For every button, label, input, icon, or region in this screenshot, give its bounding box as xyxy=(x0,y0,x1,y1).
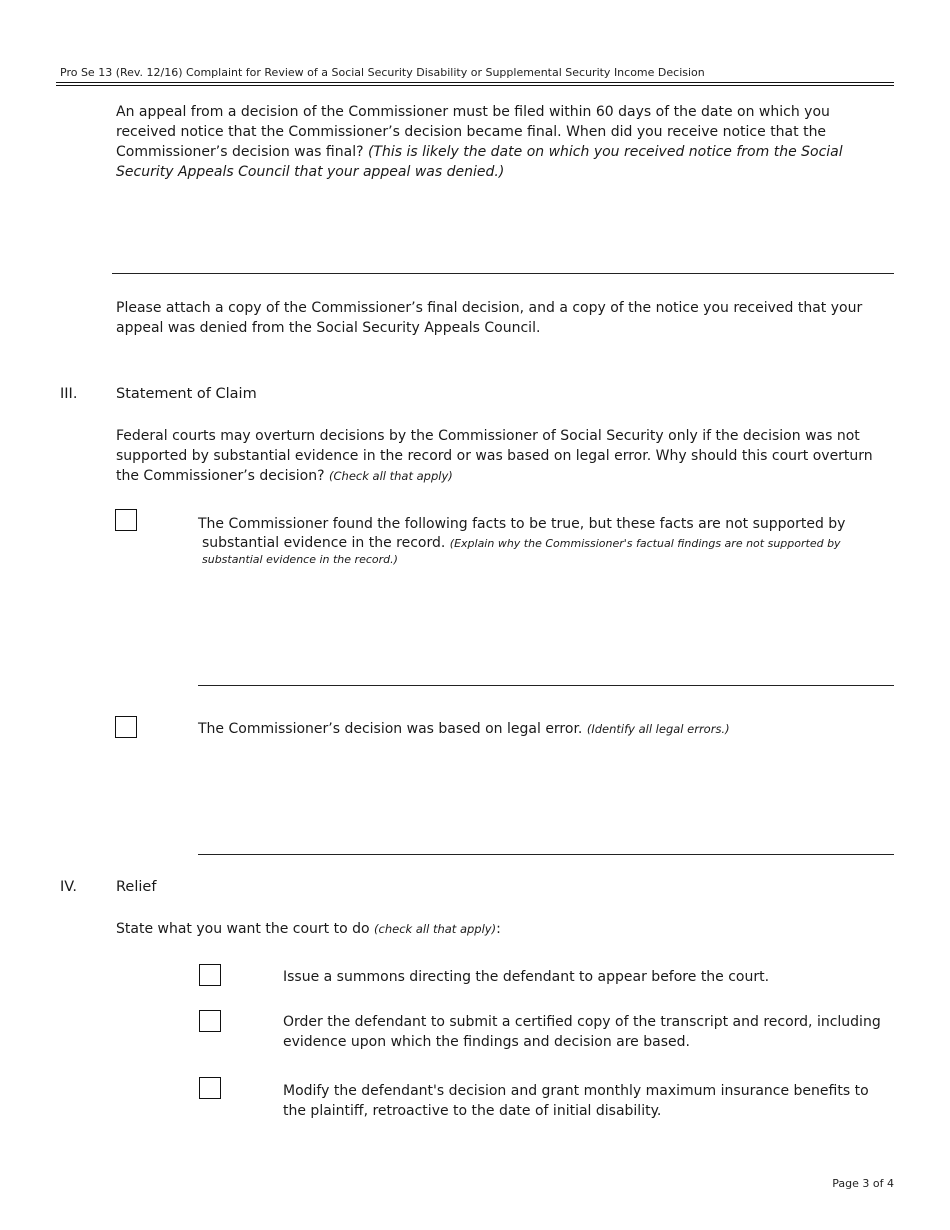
legal-error-text: The Commissioner’s decision was based on legal error. xyxy=(198,721,583,737)
factual-findings-checkbox[interactable] xyxy=(115,509,137,531)
relief-modify-text: Modify the defendant's decision and grant monthly maximum insurance benefits to the plaintiff, retroactive to the date of initial disability. xyxy=(283,1083,869,1119)
header-rule-bottom xyxy=(56,85,894,86)
factual-findings-hint-b: substantial evidence in the record.) xyxy=(202,553,398,566)
attach-instruction: Please attach a copy of the Commissioner’s final decision, and a copy of the notice you received that your appeal was denied from the Social Security Appeals Council. xyxy=(116,300,863,336)
section3-intro-hint: (Check all that apply) xyxy=(329,469,453,483)
legal-error-answer-line[interactable] xyxy=(198,854,894,855)
section4-intro-text: State what you want the court to do xyxy=(116,921,370,937)
appeal-notice-hint: (This is likely the date on which you received notice from the Social Security Appeals Council that your appeal was denied.) xyxy=(116,144,843,180)
section3-number: III. xyxy=(60,386,78,402)
header-rule-top xyxy=(56,82,894,83)
section3-intro xyxy=(116,426,891,486)
relief-transcript-checkbox[interactable] xyxy=(199,1010,221,1032)
section3-title: Statement of Claim xyxy=(116,386,257,402)
relief-transcript-text: Order the defendant to submit a certified copy of the transcript and record, including evidence upon which the findings and decision are based. xyxy=(283,1014,881,1050)
relief-summons-checkbox[interactable] xyxy=(199,964,221,986)
appeal-notice-paragraph xyxy=(116,102,886,182)
factual-findings-hint-a: (Explain why the Commissioner's factual findings are not supported by xyxy=(449,537,841,550)
section4-title: Relief xyxy=(116,879,157,895)
appeal-notice-text: An appeal from a decision of the Commissioner must be filed within 60 days of the date on which you received notice that the Commissioner’s decision became final. When did you receive notice that the Commissioner’s decision was final? xyxy=(116,104,830,160)
factual-findings-line2-text: substantial evidence in the record. xyxy=(202,535,446,551)
legal-error-line xyxy=(198,719,730,739)
section3-intro-text: Federal courts may overturn decisions by the Commissioner of Social Security only if the decision was not supported by substantial evidence in the record or was based on legal error. Why should this court overturn the Commissioner’s decision? xyxy=(116,428,873,484)
factual-findings-line1: The Commissioner found the following facts to be true, but these facts are not supported by xyxy=(198,516,846,532)
section4-intro-colon: : xyxy=(496,921,501,937)
factual-findings-line2 xyxy=(202,533,841,553)
legal-error-hint: (Identify all legal errors.) xyxy=(586,722,730,736)
section4-intro xyxy=(116,919,501,939)
factual-findings-answer-line[interactable] xyxy=(198,685,894,686)
legal-error-checkbox[interactable] xyxy=(115,716,137,738)
relief-summons-text: Issue a summons directing the defendant to appear before the court. xyxy=(283,969,770,985)
section4-number: IV. xyxy=(60,879,77,895)
relief-modify-checkbox[interactable] xyxy=(199,1077,221,1099)
section4-intro-hint: (check all that apply) xyxy=(374,922,497,936)
form-header-title: Pro Se 13 (Rev. 12/16) Complaint for Review of a Social Security Disability or Supplemental Security Income Decision xyxy=(60,66,705,79)
notice-date-answer-line[interactable] xyxy=(112,273,894,274)
page-number: Page 3 of 4 xyxy=(832,1177,894,1190)
